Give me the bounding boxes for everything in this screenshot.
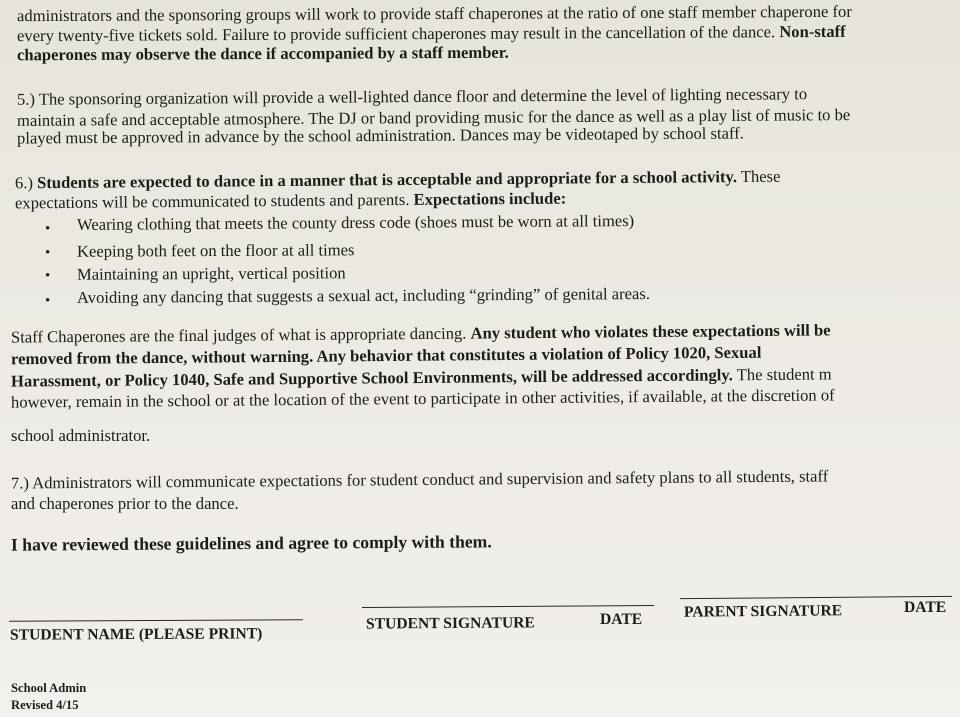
footer-revised: Revised 4/15 — [11, 698, 79, 712]
staff-para-line2: removed from the dance, without warning. Any behavior that constitutes a violation of Policy 1020, Sexual — [10, 342, 762, 369]
agreement-statement: I have reviewed these guidelines and agree to comply with them. — [10, 531, 492, 555]
para5-line3: played must be approved in advance by the school administration. Dances may be videotaped by school staff. — [16, 123, 744, 148]
para5-line2: maintain a safe and acceptable atmosphere. The DJ or band providing music for the dance as well as a play list of music to be — [16, 105, 851, 130]
footer-admin: School Admin — [11, 681, 87, 695]
para7-line2: and chaperones prior to the dance. — [11, 494, 239, 513]
para6-line1: 6.) Students are expected to dance in a manner that is acceptable and appropriate for a school activity. These — [14, 166, 781, 193]
list-item: Avoiding any dancing that suggests a sexual act, including “grinding” of genital areas. — [76, 284, 651, 307]
bullet-icon: • — [45, 221, 51, 237]
parent-signature-label: PARENT SIGNATURE — [683, 602, 843, 621]
para4-line1: administrators and the sponsoring groups will work to provide staff chaperones at the ratio of one staff member chaperone for — [16, 1, 852, 26]
list-item: Keeping both feet on the floor at all times — [76, 240, 355, 261]
para4-line3: chaperones may observe the dance if accompanied by a staff member. — [16, 42, 509, 65]
list-item: Maintaining an upright, vertical position — [76, 263, 346, 284]
staff-para-line4: however, remain in the school or at the location of the event to participate in other activities, if available, at the discretion of — [10, 385, 835, 412]
date-label: DATE — [600, 611, 643, 628]
para7-line1: 7.) Administrators will communicate expectations for student conduct and supervision and safety plans to all students, staff — [10, 466, 829, 493]
bullet-icon: • — [45, 268, 51, 284]
date-label: DATE — [904, 599, 947, 616]
student-name-line — [9, 619, 303, 622]
para4-line2: every twenty-five tickets sold. Failure to provide sufficient chaperones may result in the cancellation of the dance. Non-staff — [16, 21, 846, 46]
staff-para-line1: Staff Chaperones are the final judges of what is appropriate dancing. Any student who violates these expectations will be — [10, 320, 831, 347]
student-signature-label: STUDENT SIGNATURE — [365, 614, 535, 633]
student-signature-line — [362, 605, 654, 608]
bullet-icon: • — [45, 245, 51, 261]
list-item: Wearing clothing that meets the county dress code (shoes must be worn at all times) — [76, 211, 635, 234]
staff-para-line3: Harassment, or Policy 1040, Safe and Supportive School Environments, will be addressed accordingly. The student m — [10, 364, 832, 391]
student-name-label: STUDENT NAME (PLEASE PRINT) — [9, 625, 263, 644]
para6-line2: expectations will be communicated to students and parents. Expectations include: — [14, 188, 567, 213]
staff-para-line5: school administrator. — [11, 426, 151, 445]
para5-line1: 5.) The sponsoring organization will provide a well-lighted dance floor and determine the level of lighting necessary to — [16, 84, 808, 109]
bullet-icon: • — [45, 293, 51, 309]
